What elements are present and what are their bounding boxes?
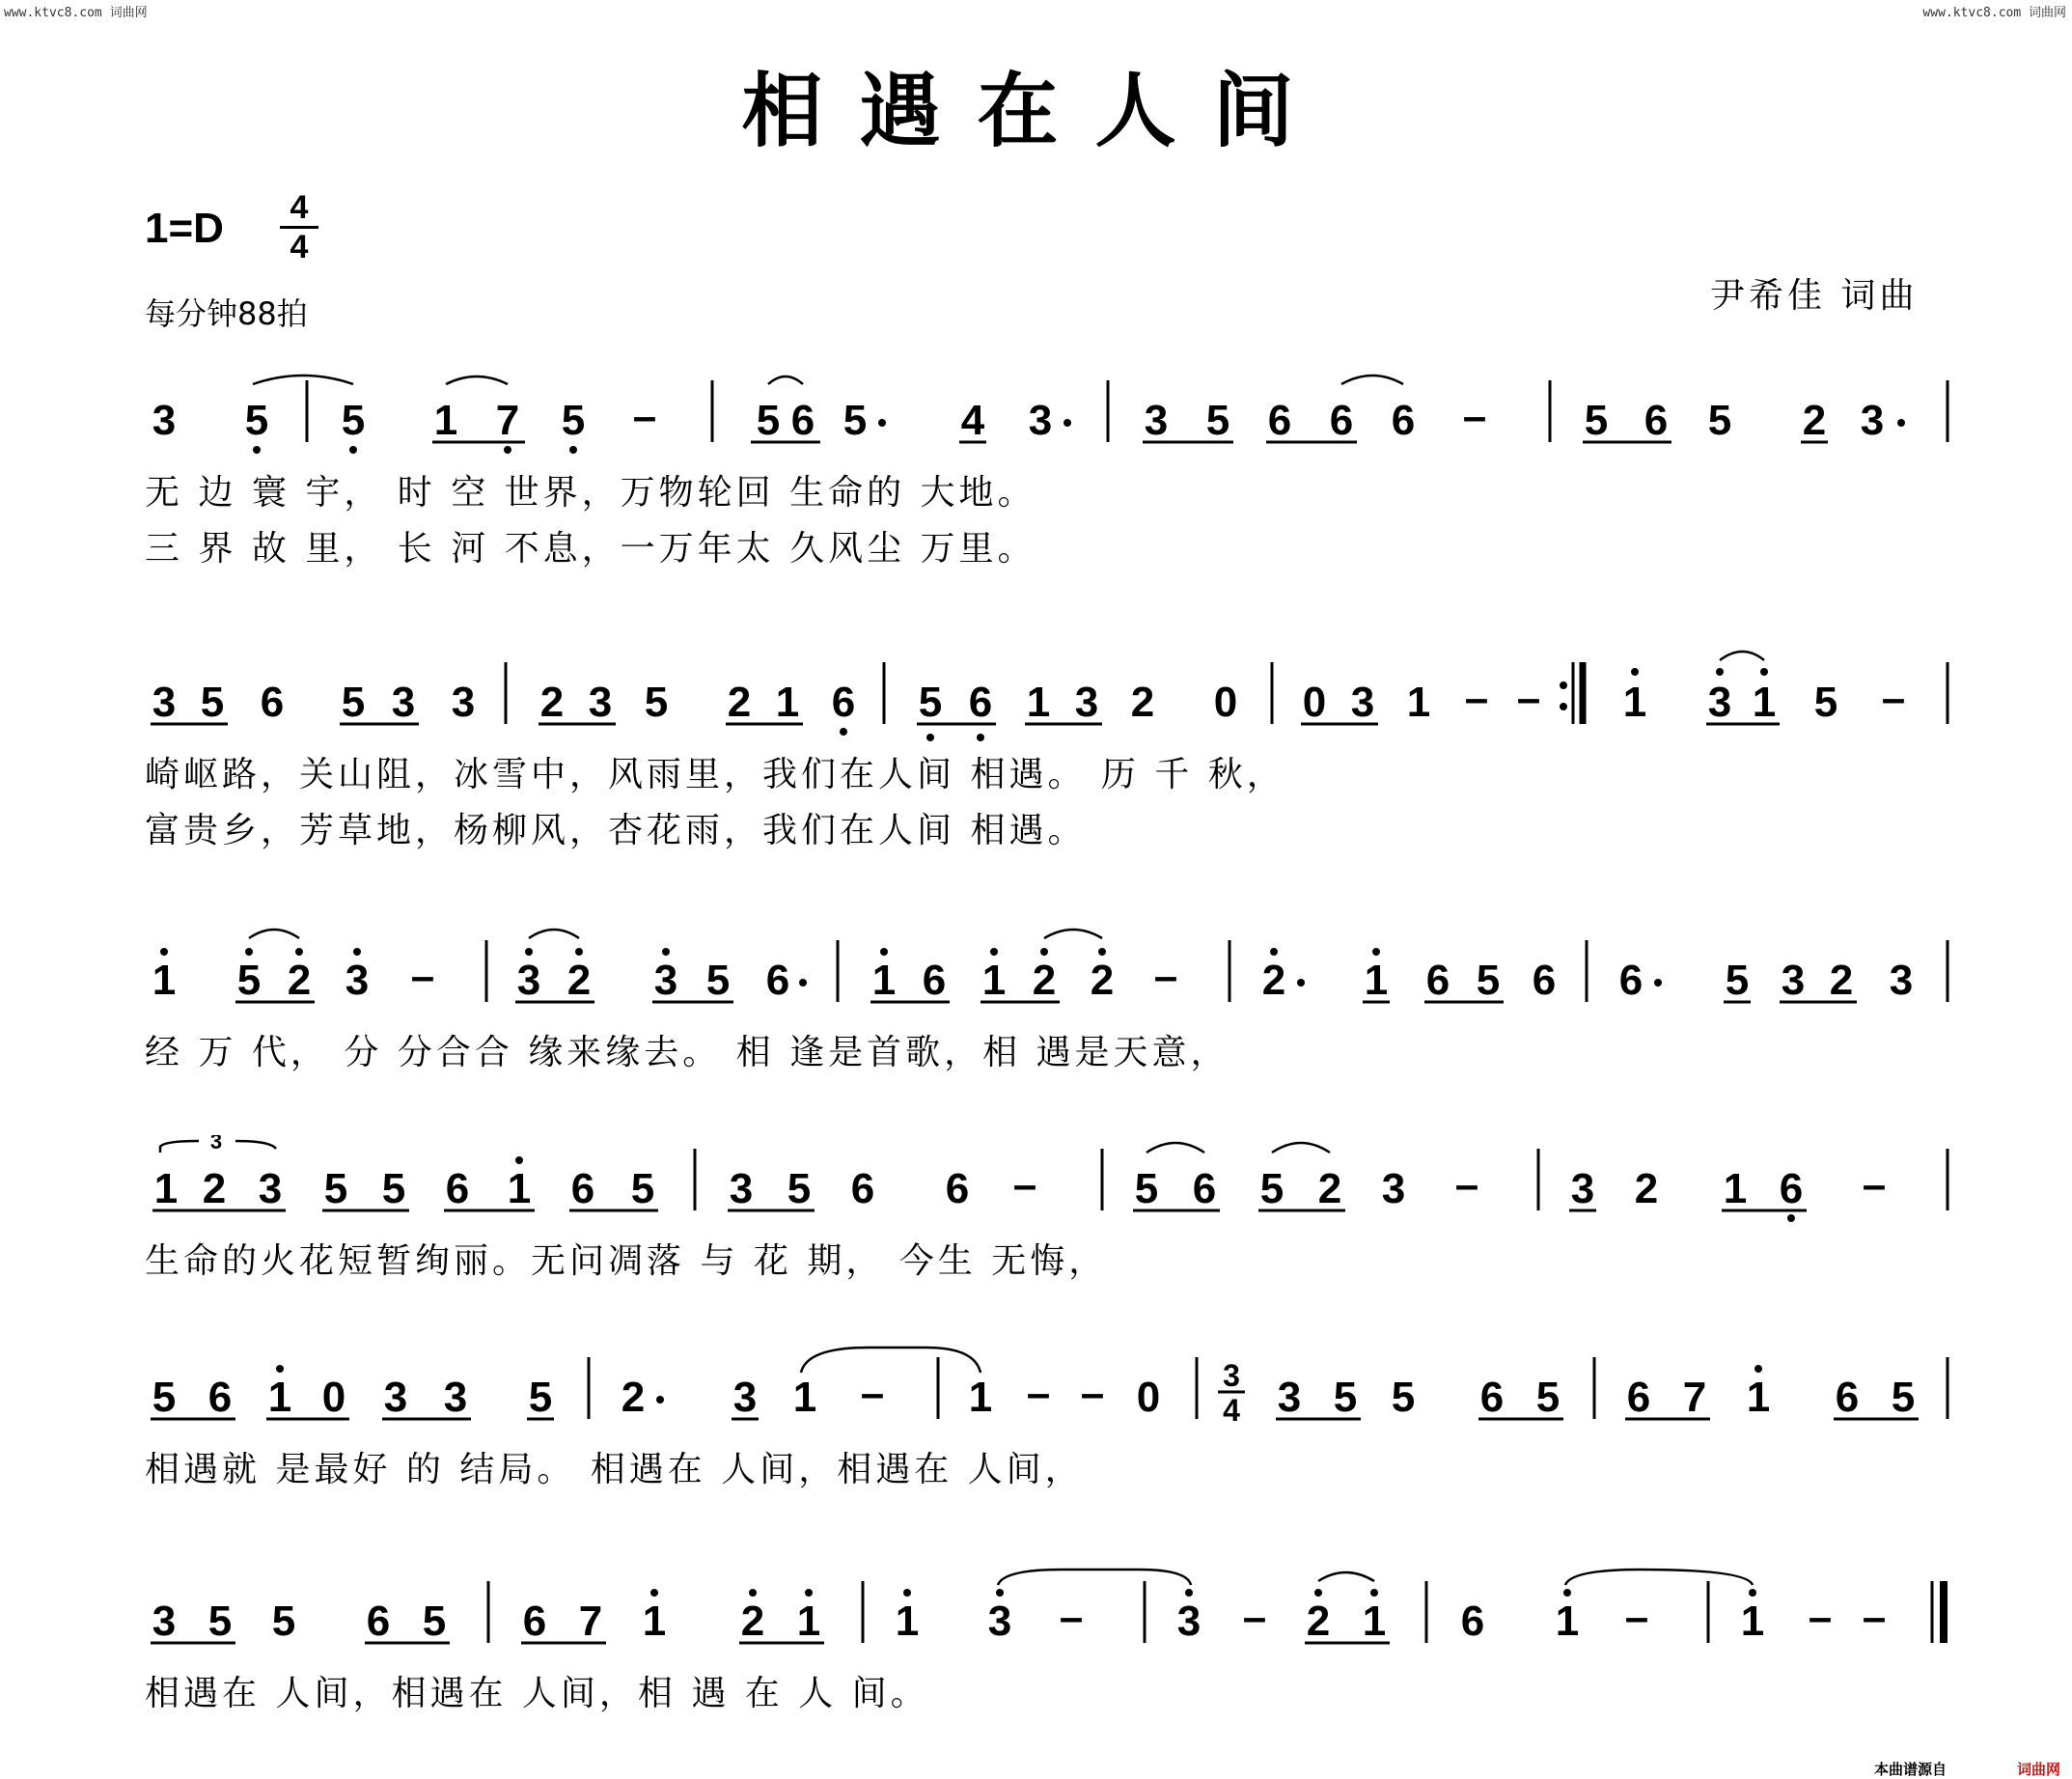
svg-text:2: 2 xyxy=(1829,957,1854,1004)
time-signature-bottom: 4 xyxy=(290,229,309,265)
svg-text:5: 5 xyxy=(381,1165,406,1212)
svg-text:6: 6 xyxy=(1779,1165,1804,1212)
svg-text:6: 6 xyxy=(1626,1374,1651,1421)
svg-text:2: 2 xyxy=(740,1598,765,1645)
watermark-left: www.ktvc8.com 词曲网 xyxy=(4,6,148,20)
svg-text:1: 1 xyxy=(1555,1598,1580,1645)
svg-text:3: 3 xyxy=(1381,1165,1406,1212)
svg-text:6: 6 xyxy=(1267,397,1292,444)
svg-text:3: 3 xyxy=(1176,1598,1202,1645)
svg-text:5: 5 xyxy=(152,1374,177,1421)
svg-text:6: 6 xyxy=(1479,1374,1505,1421)
svg-text:1: 1 xyxy=(775,679,800,726)
svg-text:5: 5 xyxy=(200,679,225,726)
svg-text:5: 5 xyxy=(1476,957,1501,1004)
lyric-line-4a: 生命的火花短暂绚丽。无问凋落 与 花 期， 今生 无悔， xyxy=(145,1241,1108,1281)
svg-text:5: 5 xyxy=(1134,1165,1159,1212)
svg-text:1: 1 xyxy=(642,1598,667,1645)
lyric-line-5a: 相遇就 是最好 的 结局。 相遇在 人间，相遇在 人间， xyxy=(145,1450,1084,1489)
svg-text:–: – xyxy=(1242,1594,1267,1641)
svg-text:6: 6 xyxy=(831,679,856,726)
svg-text:2: 2 xyxy=(1032,957,1057,1004)
svg-text:2: 2 xyxy=(1317,1165,1342,1212)
svg-text:5: 5 xyxy=(207,1598,233,1645)
svg-text:6: 6 xyxy=(765,957,790,1004)
svg-text:5: 5 xyxy=(918,679,943,726)
score-system-1 xyxy=(0,367,2072,569)
svg-text:5: 5 xyxy=(1891,1374,1916,1421)
svg-text:1: 1 xyxy=(981,957,1007,1004)
svg-text:5: 5 xyxy=(843,397,868,444)
svg-text:1: 1 xyxy=(152,957,177,1004)
footer-site-link[interactable]: 词曲网 xyxy=(2017,1761,2061,1778)
time-signature-top: 4 xyxy=(290,189,309,226)
svg-text:5: 5 xyxy=(1725,957,1750,1004)
svg-text:1: 1 xyxy=(1026,679,1051,726)
svg-text:–: – xyxy=(1516,675,1541,722)
svg-text:3: 3 xyxy=(1144,397,1169,444)
svg-text:6: 6 xyxy=(1532,957,1557,1004)
svg-text:5: 5 xyxy=(787,1165,812,1212)
svg-text:1: 1 xyxy=(1364,957,1389,1004)
svg-text:6: 6 xyxy=(850,1165,875,1212)
svg-text:–: – xyxy=(1454,1161,1479,1209)
svg-text:6: 6 xyxy=(445,1165,470,1212)
svg-text:6: 6 xyxy=(1391,397,1416,444)
svg-text:6: 6 xyxy=(1460,1598,1485,1645)
svg-text:2: 2 xyxy=(287,957,312,1004)
svg-text:3: 3 xyxy=(443,1374,468,1421)
song-title: 相遇在人间 xyxy=(741,63,1331,158)
svg-text:1: 1 xyxy=(507,1165,532,1212)
svg-text:0: 0 xyxy=(1213,679,1238,726)
svg-text:1: 1 xyxy=(792,1374,817,1421)
score-system-2 xyxy=(0,649,2072,850)
dot xyxy=(253,446,261,454)
svg-text:5: 5 xyxy=(422,1598,447,1645)
svg-text:6: 6 xyxy=(1618,957,1644,1004)
svg-text:5: 5 xyxy=(1391,1374,1416,1421)
svg-text:5: 5 xyxy=(236,957,262,1004)
svg-text:–: – xyxy=(860,1370,885,1417)
svg-text:6: 6 xyxy=(922,957,947,1004)
tempo-marking: 每分钟88拍 xyxy=(145,295,308,332)
svg-text:5: 5 xyxy=(323,1165,348,1212)
svg-text:3: 3 xyxy=(987,1598,1012,1645)
svg-text:2: 2 xyxy=(202,1165,227,1212)
svg-text:–: – xyxy=(1808,1594,1833,1641)
svg-text:6: 6 xyxy=(1329,397,1354,444)
svg-text:2: 2 xyxy=(566,957,592,1004)
svg-text:1: 1 xyxy=(968,1374,993,1421)
score-system-6 xyxy=(0,1568,2072,1732)
svg-text:1: 1 xyxy=(1740,1598,1765,1645)
svg-text:2: 2 xyxy=(539,679,565,726)
svg-text:5: 5 xyxy=(341,679,366,726)
svg-text:–: – xyxy=(1012,1161,1037,1209)
time-signature xyxy=(280,191,318,264)
svg-text:3: 3 xyxy=(732,1374,758,1421)
svg-text:1: 1 xyxy=(871,957,897,1004)
svg-text:6: 6 xyxy=(366,1598,391,1645)
svg-text:6: 6 xyxy=(968,679,993,726)
footer-source-label: 本曲谱源自 xyxy=(1874,1761,1948,1778)
svg-text:–: – xyxy=(1462,393,1487,440)
note: 5 xyxy=(756,397,781,444)
svg-text:2: 2 xyxy=(1130,679,1155,726)
note: 3 xyxy=(152,397,177,444)
note: 5 xyxy=(341,397,366,444)
svg-text:3: 3 xyxy=(1707,679,1732,726)
svg-text:3: 3 xyxy=(1781,957,1806,1004)
svg-text:1: 1 xyxy=(267,1374,292,1421)
svg-text:3: 3 xyxy=(1028,397,1053,444)
svg-text:5: 5 xyxy=(1584,397,1609,444)
lyric-line-3a: 经 万 代， 分 分合合 缘来缘去。 相 逢是首歌，相 遇是天意， xyxy=(145,1033,1229,1072)
svg-text:5: 5 xyxy=(1535,1374,1561,1421)
svg-text:6: 6 xyxy=(570,1165,595,1212)
svg-text:6: 6 xyxy=(1644,397,1669,444)
svg-text:3: 3 xyxy=(391,679,416,726)
svg-text:5: 5 xyxy=(271,1598,296,1645)
svg-text:2: 2 xyxy=(1802,397,1827,444)
svg-text:–: – xyxy=(1153,953,1178,1000)
svg-text:1: 1 xyxy=(1723,1165,1748,1212)
svg-text:3: 3 xyxy=(1350,679,1375,726)
svg-text:0: 0 xyxy=(1136,1374,1161,1421)
svg-text:6: 6 xyxy=(1425,957,1450,1004)
svg-text:3: 3 xyxy=(1570,1165,1595,1212)
note: 5 xyxy=(561,397,586,444)
svg-text:0: 0 xyxy=(1302,679,1327,726)
svg-text:5: 5 xyxy=(705,957,731,1004)
svg-text:–: – xyxy=(1862,1161,1887,1209)
note: 5 xyxy=(244,397,269,444)
svg-text:1: 1 xyxy=(1746,1374,1771,1421)
svg-text:2: 2 xyxy=(1634,1165,1659,1212)
key-signature: 1=D xyxy=(145,205,224,252)
svg-text:3: 3 xyxy=(345,957,370,1004)
svg-text:3: 3 xyxy=(1223,1358,1240,1393)
svg-text:3: 3 xyxy=(383,1374,408,1421)
lyric-line-2b: 富贵乡，芳草地，杨柳风，杏花雨，我们在人间 相遇。 xyxy=(145,811,1087,850)
svg-text:2: 2 xyxy=(727,679,752,726)
svg-text:1: 1 xyxy=(1406,679,1431,726)
svg-text:3: 3 xyxy=(516,957,541,1004)
lyric-line-1a: 无 边 寰 宇， 时 空 世界，万物轮回 生命的 大地。 xyxy=(145,473,1036,513)
svg-text:–: – xyxy=(1464,675,1489,722)
svg-text:5: 5 xyxy=(1333,1374,1358,1421)
svg-text:1: 1 xyxy=(1752,679,1777,726)
svg-text:3: 3 xyxy=(1074,679,1099,726)
svg-text:7: 7 xyxy=(1682,1374,1707,1421)
svg-text:–: – xyxy=(410,953,435,1000)
svg-text:2: 2 xyxy=(1090,957,1115,1004)
svg-text:6: 6 xyxy=(790,397,815,444)
svg-text:–: – xyxy=(1059,1594,1084,1641)
svg-text:3: 3 xyxy=(1277,1374,1302,1421)
svg-text:6: 6 xyxy=(522,1598,547,1645)
svg-text:3: 3 xyxy=(152,1598,177,1645)
svg-text:1: 1 xyxy=(1622,679,1647,726)
svg-text:3: 3 xyxy=(729,1165,754,1212)
svg-text:5: 5 xyxy=(1813,679,1838,726)
svg-text:5: 5 xyxy=(630,1165,655,1212)
svg-text:–: – xyxy=(1080,1370,1105,1417)
lyric-line-2a: 崎岖路，关山阻，冰雪中，风雨里，我们在人间 相遇。 历 千 秋， xyxy=(145,755,1285,794)
svg-text:6: 6 xyxy=(1192,1165,1217,1212)
svg-text:3: 3 xyxy=(653,957,678,1004)
svg-text:3: 3 xyxy=(1889,957,1914,1004)
svg-text:3: 3 xyxy=(588,679,613,726)
svg-text:2: 2 xyxy=(1261,957,1286,1004)
score-system-4 xyxy=(0,1135,2072,1299)
svg-text:3: 3 xyxy=(1860,397,1885,444)
svg-text:5: 5 xyxy=(1259,1165,1285,1212)
svg-text:–: – xyxy=(1862,1594,1887,1641)
svg-text:3: 3 xyxy=(451,679,476,726)
svg-text:–: – xyxy=(1026,1370,1051,1417)
dash: – xyxy=(632,393,657,440)
score-system-3 xyxy=(0,927,2072,1091)
note: 1 xyxy=(433,397,458,444)
lyric-line-1b: 三 界 故 里， 长 河 不息，一万年太 久风尘 万里。 xyxy=(145,529,1036,569)
svg-text:1: 1 xyxy=(153,1165,179,1212)
svg-text:1: 1 xyxy=(1362,1598,1387,1645)
svg-text:7: 7 xyxy=(578,1598,603,1645)
svg-text:6: 6 xyxy=(207,1374,233,1421)
svg-text:5: 5 xyxy=(528,1374,553,1421)
svg-text:2: 2 xyxy=(621,1374,646,1421)
svg-text:5: 5 xyxy=(644,679,669,726)
svg-text:0: 0 xyxy=(321,1374,346,1421)
lyric-line-6a: 相遇在 人间，相遇在 人间，相 遇 在 人 间。 xyxy=(145,1674,929,1713)
svg-text:1: 1 xyxy=(796,1598,821,1645)
svg-text:6: 6 xyxy=(1835,1374,1860,1421)
svg-text:3: 3 xyxy=(258,1165,283,1212)
svg-text:4: 4 xyxy=(1223,1393,1240,1428)
svg-text:1: 1 xyxy=(895,1598,920,1645)
svg-text:6: 6 xyxy=(260,679,285,726)
svg-text:–: – xyxy=(1624,1594,1649,1641)
note: 7 xyxy=(495,397,520,444)
watermark-right: www.ktvc8.com 词曲网 xyxy=(1922,6,2066,20)
triplet-mark: 3 xyxy=(209,1135,223,1154)
svg-text:–: – xyxy=(1881,675,1906,722)
svg-text:5: 5 xyxy=(1205,397,1230,444)
svg-text:3: 3 xyxy=(152,679,177,726)
svg-text:2: 2 xyxy=(1306,1598,1331,1645)
score-system-5 xyxy=(0,1344,2072,1508)
svg-text:5: 5 xyxy=(1707,397,1732,444)
svg-text:6: 6 xyxy=(945,1165,970,1212)
svg-text:4: 4 xyxy=(960,397,985,444)
author-credit: 尹希佳 词曲 xyxy=(1710,276,1919,316)
